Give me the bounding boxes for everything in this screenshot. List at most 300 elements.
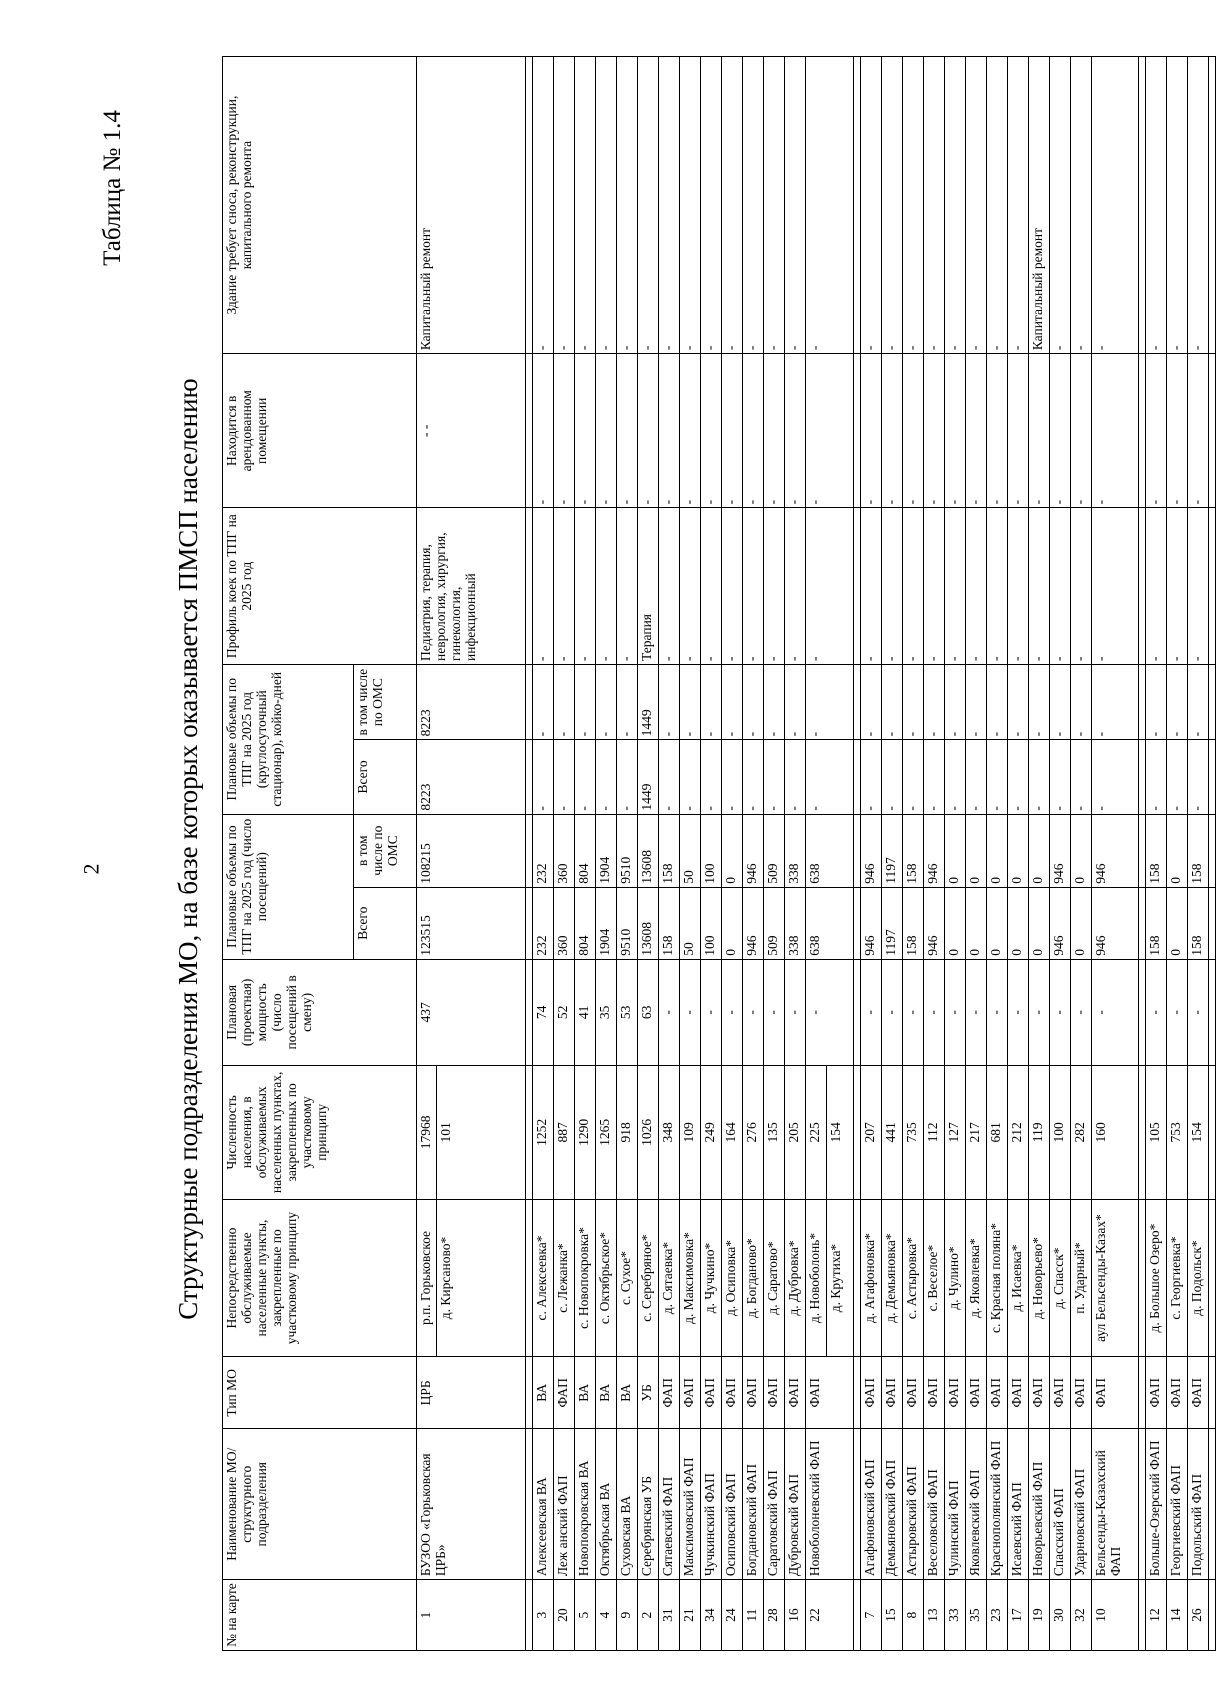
cell-num: 31: [659, 1580, 680, 1651]
cell-capacity: -: [987, 959, 1008, 1065]
cell-visits-oms: 1197: [882, 814, 903, 887]
cell-visits-total: 946: [861, 887, 882, 959]
cell-settlement: д. Осиповка*: [722, 1199, 743, 1357]
cell-beds-oms: -: [1071, 664, 1092, 739]
cell-type: ФАП: [764, 1357, 785, 1429]
cell-capacity: -: [659, 959, 680, 1065]
cell-repair: -: [924, 57, 945, 354]
cell-repair: -: [1008, 57, 1029, 354]
cell-visits-total: 100: [701, 887, 722, 959]
cell-profile: -: [722, 508, 743, 665]
cell-visits-total: 509: [764, 887, 785, 959]
table-row: [1071, 57, 1092, 1651]
cell-repair: -: [764, 57, 785, 354]
cell-visits-total: 0: [722, 887, 743, 959]
cell-visits-total: 1904: [596, 887, 617, 959]
cell-beds-oms: -: [1167, 664, 1188, 739]
cell-repair: -: [1092, 57, 1139, 354]
cell-visits-total: 0: [1167, 887, 1188, 959]
cell-repair: -: [743, 57, 764, 354]
cell-visits-oms: 946: [1050, 814, 1071, 887]
cell-capacity: -: [806, 959, 854, 1065]
cell-rented: -: [617, 354, 638, 508]
table-row: [596, 57, 617, 1651]
cell-repair: -: [882, 57, 903, 354]
cell-name: Богдановский ФАП: [743, 1429, 764, 1580]
table-row: [533, 57, 554, 1651]
cell-type: ФАП: [861, 1357, 882, 1429]
cell-type: ФАП: [701, 1357, 722, 1429]
cell-settlement: с. Сухое*: [617, 1199, 638, 1357]
table-row: [743, 57, 764, 1651]
cell-name: Октябрьская ВА: [596, 1429, 617, 1580]
cell-name: Дубровский ФАП: [785, 1429, 806, 1580]
header-capacity: Плановая (проектная) мощность (число посещений в смену): [223, 959, 417, 1065]
cell-population: 918: [617, 1065, 638, 1199]
table-group-3: [1146, 57, 1216, 1651]
table-row: [903, 57, 924, 1651]
cell-beds-total: -: [575, 740, 596, 814]
cell-beds-oms: -: [1092, 664, 1139, 739]
cell-population: 164: [722, 1065, 743, 1199]
cell-repair: -: [806, 57, 854, 354]
cell-type: ФАП: [1146, 1357, 1167, 1429]
table-header: [223, 57, 417, 1651]
cell-visits-total: 9510: [617, 887, 638, 959]
cell-profile: -: [1092, 508, 1139, 665]
cell-type: ФАП: [903, 1357, 924, 1429]
cell-type: ВА: [596, 1357, 617, 1429]
document-title: Структурные подразделения МО, на базе которых оказывается ПМСП населению: [173, 378, 203, 1320]
cell-profile: -: [1050, 508, 1071, 665]
cell-beds-oms: -: [764, 664, 785, 739]
cell-population: 441: [882, 1065, 903, 1199]
cell-beds-total: -: [680, 740, 701, 814]
table-row: [945, 57, 966, 1651]
cell-num: 7: [861, 1580, 882, 1651]
cell-beds-total: -: [1167, 740, 1188, 814]
table-spacer-row: [1209, 57, 1216, 1651]
cell-beds-total: -: [1092, 740, 1139, 814]
cell-settlement: р.п. Горьковское: [417, 1199, 437, 1357]
cell-repair: Капитальный ремонт: [1029, 57, 1050, 354]
table-spacer-row: [526, 57, 533, 1651]
cell-name: Алексеевская ВА: [533, 1429, 554, 1580]
cell-rented: -: [575, 354, 596, 508]
cell-type: ФАП: [987, 1357, 1008, 1429]
cell-settlement: д. Чулино*: [945, 1199, 966, 1357]
cell-visits-oms: 1904: [596, 814, 617, 887]
cell-name: Чучкинский ФАП: [701, 1429, 722, 1580]
cell-capacity: -: [1188, 959, 1209, 1065]
cell-visits-total: 0: [945, 887, 966, 959]
cell-name: Веселовский ФАП: [924, 1429, 945, 1580]
cell-population: 154: [827, 1065, 854, 1199]
cell-profile: -: [617, 508, 638, 665]
cell-visits-total: 360: [554, 887, 575, 959]
cell-capacity: 63: [638, 959, 659, 1065]
cell-beds-total: -: [617, 740, 638, 814]
cell-visits-total: 638: [806, 887, 854, 959]
cell-settlement: д. Дубровка*: [785, 1199, 806, 1357]
cell-capacity: -: [764, 959, 785, 1065]
cell-beds-oms: -: [1029, 664, 1050, 739]
cell-visits-total: 123515: [417, 887, 526, 959]
cell-name: БУЗОО «Горьковская ЦРБ»: [417, 1429, 526, 1580]
table-row: [1092, 57, 1139, 1651]
table-row: [1008, 57, 1029, 1651]
cell-capacity: -: [701, 959, 722, 1065]
cell-beds-oms: -: [617, 664, 638, 739]
cell-capacity: -: [966, 959, 987, 1065]
cell-repair: -: [861, 57, 882, 354]
cell-population: 119: [1029, 1065, 1050, 1199]
cell-rented: -: [806, 354, 854, 508]
cell-settlement: с. Астыровка*: [903, 1199, 924, 1357]
header-type: Тип МО: [223, 1357, 417, 1429]
cell-population: 276: [743, 1065, 764, 1199]
table-row: [554, 57, 575, 1651]
cell-visits-total: 0: [987, 887, 1008, 959]
cell-name: Новорьевский ФАП: [1029, 1429, 1050, 1580]
table-row: [722, 57, 743, 1651]
cell-name: Агафоновский ФАП: [861, 1429, 882, 1580]
cell-repair: -: [987, 57, 1008, 354]
cell-profile: -: [785, 508, 806, 665]
cell-visits-oms: 946: [743, 814, 764, 887]
table-spacer-row: [854, 57, 861, 1651]
cell-num: 32: [1071, 1580, 1092, 1651]
cell-visits-total: 338: [785, 887, 806, 959]
cell-capacity: -: [785, 959, 806, 1065]
cell-beds-total: -: [1008, 740, 1029, 814]
cell-type: ВА: [533, 1357, 554, 1429]
cell-profile: -: [1008, 508, 1029, 665]
cell-num: 35: [966, 1580, 987, 1651]
cell-profile: -: [987, 508, 1008, 665]
table-row: [806, 57, 827, 1651]
cell-repair: -: [1071, 57, 1092, 354]
cell-population: 753: [1167, 1065, 1188, 1199]
cell-type: ВА: [575, 1357, 596, 1429]
cell-num: 24: [722, 1580, 743, 1651]
cell-beds-oms: -: [1050, 664, 1071, 739]
cell-capacity: 41: [575, 959, 596, 1065]
cell-beds-total: -: [882, 740, 903, 814]
cell-num: 4: [596, 1580, 617, 1651]
cell-num: 10: [1092, 1580, 1139, 1651]
cell-rented: -: [659, 354, 680, 508]
table-row: [701, 57, 722, 1651]
table-row: [924, 57, 945, 1651]
cell-repair: -: [617, 57, 638, 354]
cell-visits-oms: 804: [575, 814, 596, 887]
cell-repair: -: [785, 57, 806, 354]
cell-population: 1252: [533, 1065, 554, 1199]
cell-population: 207: [861, 1065, 882, 1199]
cell-capacity: -: [680, 959, 701, 1065]
table-row: [882, 57, 903, 1651]
cell-visits-oms: 338: [785, 814, 806, 887]
table-row: [1050, 57, 1071, 1651]
cell-beds-oms: -: [575, 664, 596, 739]
cell-visits-total: 946: [743, 887, 764, 959]
table-group-2: [861, 57, 1146, 1651]
cell-num: 13: [924, 1580, 945, 1651]
cell-name: Осиповский ФАП: [722, 1429, 743, 1580]
cell-population: 101: [437, 1065, 526, 1199]
cell-type: ФАП: [1071, 1357, 1092, 1429]
cell-visits-total: 946: [1050, 887, 1071, 959]
cell-capacity: 437: [417, 959, 526, 1065]
cell-capacity: 53: [617, 959, 638, 1065]
table-row: [861, 57, 882, 1651]
cell-beds-total: -: [722, 740, 743, 814]
cell-rented: -: [743, 354, 764, 508]
cell-visits-oms: 0: [722, 814, 743, 887]
cell-profile: -: [903, 508, 924, 665]
cell-profile: -: [861, 508, 882, 665]
cell-type: ФАП: [554, 1357, 575, 1429]
cell-profile: -: [659, 508, 680, 665]
cell-visits-total: 0: [1071, 887, 1092, 959]
cell-name: Новопокровская ВА: [575, 1429, 596, 1580]
cell-population: 154: [1188, 1065, 1209, 1199]
cell-capacity: -: [743, 959, 764, 1065]
cell-num: 2: [638, 1580, 659, 1651]
table-row: [966, 57, 987, 1651]
cell-repair: -: [903, 57, 924, 354]
cell-beds-total: -: [903, 740, 924, 814]
cell-population: 135: [764, 1065, 785, 1199]
cell-beds-oms: -: [1008, 664, 1029, 739]
cell-num: 20: [554, 1580, 575, 1651]
cell-type: ФАП: [1029, 1357, 1050, 1429]
cell-name: Чулинский ФАП: [945, 1429, 966, 1580]
cell-profile: -: [924, 508, 945, 665]
cell-num: 3: [533, 1580, 554, 1651]
cell-rented: - -: [417, 354, 526, 508]
cell-beds-total: 1449: [638, 740, 659, 814]
cell-population: 100: [1050, 1065, 1071, 1199]
cell-visits-oms: 232: [533, 814, 554, 887]
cell-num: 11: [743, 1580, 764, 1651]
cell-beds-total: -: [1050, 740, 1071, 814]
cell-num: 9: [617, 1580, 638, 1651]
cell-population: 735: [903, 1065, 924, 1199]
table-label: Таблица № 1.4: [99, 110, 126, 266]
cell-rented: -: [987, 354, 1008, 508]
cell-beds-oms: -: [743, 664, 764, 739]
cell-capacity: -: [1092, 959, 1139, 1065]
cell-visits-total: 158: [1188, 887, 1209, 959]
cell-name: Больше-Озерский ФАП: [1146, 1429, 1167, 1580]
cell-num: 30: [1050, 1580, 1071, 1651]
cell-rented: -: [903, 354, 924, 508]
cell-visits-oms: 946: [1092, 814, 1139, 887]
cell-settlement: д. Богданово*: [743, 1199, 764, 1357]
rotated-table-container: [222, 56, 1204, 1651]
cell-beds-total: -: [924, 740, 945, 814]
cell-name: Саратовский ФАП: [764, 1429, 785, 1580]
table-row: [785, 57, 806, 1651]
header-beds-oms: в том числе по ОМС: [354, 664, 417, 739]
cell-type: ЦРБ: [417, 1357, 526, 1429]
cell-visits-oms: 0: [1071, 814, 1092, 887]
table-group-1: [533, 57, 861, 1651]
cell-beds-oms: -: [861, 664, 882, 739]
cell-num: 5: [575, 1580, 596, 1651]
header-beds-total: Всего: [354, 740, 417, 814]
cell-type: ФАП: [882, 1357, 903, 1429]
cell-beds-oms: 1449: [638, 664, 659, 739]
cell-beds-oms: -: [659, 664, 680, 739]
table-row: [1167, 57, 1188, 1651]
header-population: Численность населения, в обслуживаемых населенных пунктах, закрепленных по участковому принципу: [223, 1065, 417, 1199]
page-number: 2: [78, 863, 104, 875]
cell-capacity: -: [1146, 959, 1167, 1065]
cell-type: ФАП: [1167, 1357, 1188, 1429]
cell-num: 34: [701, 1580, 722, 1651]
cell-population: 205: [785, 1065, 806, 1199]
cell-name: Серебрянская УБ: [638, 1429, 659, 1580]
cell-settlement: с. Октябрьское*: [596, 1199, 617, 1357]
table-row: [575, 57, 596, 1651]
cell-name: Спасский ФАП: [1050, 1429, 1071, 1580]
cell-num: 8: [903, 1580, 924, 1651]
cell-population: 112: [924, 1065, 945, 1199]
cell-repair: -: [701, 57, 722, 354]
cell-beds-oms: -: [903, 664, 924, 739]
cell-num: 12: [1146, 1580, 1167, 1651]
cell-visits-oms: 13608: [638, 814, 659, 887]
cell-num: 19: [1029, 1580, 1050, 1651]
cell-beds-oms: -: [533, 664, 554, 739]
cell-name: Бельсенды-Казахский ФАП: [1092, 1429, 1139, 1580]
cell-beds-oms: -: [987, 664, 1008, 739]
cell-rented: -: [861, 354, 882, 508]
cell-profile: -: [743, 508, 764, 665]
cell-beds-total: -: [743, 740, 764, 814]
cell-capacity: -: [1071, 959, 1092, 1065]
cell-visits-total: 158: [903, 887, 924, 959]
cell-capacity: -: [945, 959, 966, 1065]
cell-rented: -: [785, 354, 806, 508]
cell-type: ФАП: [806, 1357, 854, 1429]
cell-capacity: -: [722, 959, 743, 1065]
cell-num: 14: [1167, 1580, 1188, 1651]
cell-num: 15: [882, 1580, 903, 1651]
cell-beds-total: -: [987, 740, 1008, 814]
cell-visits-total: 0: [1008, 887, 1029, 959]
cell-visits-oms: 100: [701, 814, 722, 887]
cell-visits-oms: 946: [861, 814, 882, 887]
cell-repair: -: [680, 57, 701, 354]
cell-profile: -: [1071, 508, 1092, 665]
cell-visits-oms: 158: [659, 814, 680, 887]
cell-rented: -: [882, 354, 903, 508]
cell-repair: -: [722, 57, 743, 354]
cell-visits-total: 1197: [882, 887, 903, 959]
cell-capacity: -: [1008, 959, 1029, 1065]
cell-beds-oms: -: [701, 664, 722, 739]
cell-beds-oms: -: [554, 664, 575, 739]
cell-beds-total: -: [1071, 740, 1092, 814]
cell-settlement: с. Новопокровка*: [575, 1199, 596, 1357]
cell-visits-oms: 946: [924, 814, 945, 887]
cell-capacity: -: [924, 959, 945, 1065]
cell-repair: -: [945, 57, 966, 354]
table-row: [1188, 57, 1209, 1651]
cell-profile: -: [945, 508, 966, 665]
cell-type: УБ: [638, 1357, 659, 1429]
cell-settlement: с. Серебряное*: [638, 1199, 659, 1357]
cell-beds-total: -: [533, 740, 554, 814]
table-row: [417, 57, 437, 1651]
cell-capacity: -: [903, 959, 924, 1065]
cell-settlement: д. Агафоновка*: [861, 1199, 882, 1357]
cell-name: Исаевский ФАП: [1008, 1429, 1029, 1580]
cell-num: 17: [1008, 1580, 1029, 1651]
cell-name: Подольский ФАП: [1188, 1429, 1209, 1580]
cell-visits-total: 946: [1092, 887, 1139, 959]
cell-visits-oms: 0: [1167, 814, 1188, 887]
cell-rented: -: [638, 354, 659, 508]
cell-beds-total: -: [1188, 740, 1209, 814]
cell-num: 1: [417, 1580, 526, 1651]
cell-settlement: д. Спасск*: [1050, 1199, 1071, 1357]
cell-num: 22: [806, 1580, 854, 1651]
cell-repair: -: [533, 57, 554, 354]
cell-population: 212: [1008, 1065, 1029, 1199]
cell-beds-oms: -: [966, 664, 987, 739]
cell-settlement: д. Кирсаново*: [437, 1199, 526, 1357]
cell-visits-oms: 0: [945, 814, 966, 887]
cell-profile: -: [701, 508, 722, 665]
cell-beds-total: -: [785, 740, 806, 814]
cell-capacity: -: [882, 959, 903, 1065]
cell-beds-oms: -: [806, 664, 854, 739]
cell-beds-total: -: [945, 740, 966, 814]
cell-population: 17968: [417, 1065, 437, 1199]
cell-capacity: -: [1167, 959, 1188, 1065]
cell-repair: Капитальный ремонт: [417, 57, 526, 354]
cell-type: ФАП: [924, 1357, 945, 1429]
cell-num: 16: [785, 1580, 806, 1651]
cell-visits-oms: 0: [987, 814, 1008, 887]
cell-name: Яковлевский ФАП: [966, 1429, 987, 1580]
cell-rented: -: [680, 354, 701, 508]
cell-num: 26: [1188, 1580, 1209, 1651]
cell-rented: -: [701, 354, 722, 508]
cell-visits-oms: 158: [1146, 814, 1167, 887]
cell-num: 33: [945, 1580, 966, 1651]
header-name: Наименование МО/ структурного подразделения: [223, 1429, 417, 1580]
cell-population: 1290: [575, 1065, 596, 1199]
cell-population: 348: [659, 1065, 680, 1199]
cell-rented: -: [945, 354, 966, 508]
cell-name: Максимовский ФАП: [680, 1429, 701, 1580]
cell-population: 681: [987, 1065, 1008, 1199]
cell-settlement: с. Алексеевка*: [533, 1199, 554, 1357]
cell-settlement: аул Бельсенды-Казах*: [1092, 1199, 1139, 1357]
cell-settlement: д. Демьяновка*: [882, 1199, 903, 1357]
cell-profile: -: [1029, 508, 1050, 665]
table-row: [987, 57, 1008, 1651]
cell-capacity: -: [1029, 959, 1050, 1065]
header-rented: Находится в арендованном помещении: [223, 354, 417, 508]
cell-beds-oms: -: [596, 664, 617, 739]
